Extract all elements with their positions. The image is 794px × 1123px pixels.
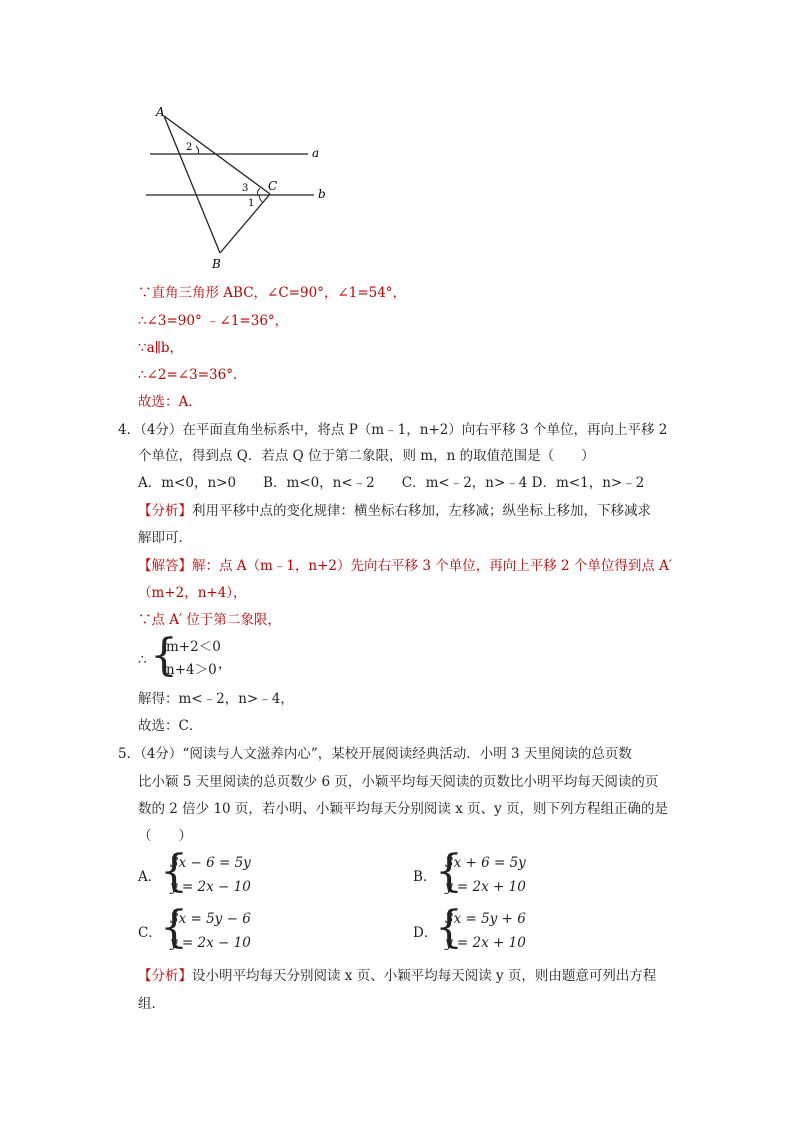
q4-options: A．m<0，n>0 B．m<0，n<﹣2 C．m<﹣2，n>﹣4 D．m<1，n>﹣2 [138, 475, 645, 491]
option-a-eq1: 3x − 6 = 5y [170, 855, 251, 871]
option-d-eq2: y = 2x + 10 [445, 935, 526, 951]
q5-analysis-line1 [138, 966, 656, 986]
inequality-1: m+2＜0 [166, 639, 221, 655]
analysis-tag: 【分析】 [138, 968, 192, 984]
q5-analysis-text: 设小明平均每天分别阅读 x 页、小颖平均每天阅读 y 页，则由题意可列出方程 [192, 968, 657, 984]
q5-stem-line1: 5．（4分）“阅读与人文滋养内心”，某校开展阅读经典活动．小明 3 天里阅读的总页数 [118, 746, 632, 762]
option-b-label: B． [413, 869, 437, 885]
q4-stem-line2: 个单位，得到点 Q．若点 Q 位于第二象限，则 m，n 的取值范围是（ ） [138, 448, 595, 464]
geometry-figure [138, 100, 328, 275]
q4-analysis-text: 利用平移中点的变化规律：横坐标右移加，左移减；纵坐标上移加，下移减求 [192, 503, 651, 519]
option-a-label: A． [138, 869, 162, 885]
analysis-tag: 【分析】 [138, 503, 192, 519]
left-brace-icon: { [160, 846, 188, 897]
sol3-line2: ∴∠3=90° ﹣∠1=36°， [138, 313, 289, 329]
option-c-eq1: 3x = 5y − 6 [170, 911, 251, 927]
option-c-label: C． [138, 925, 162, 941]
q5-option-c [138, 902, 378, 956]
therefore-symbol: ∴ [138, 652, 147, 668]
label-angle-1: 1 [248, 198, 255, 209]
label-b: b [318, 187, 326, 201]
left-brace-icon: { [435, 902, 463, 953]
option-d-eq1: 3x = 5y + 6 [445, 911, 526, 927]
label-B: B [212, 257, 221, 271]
q4-stem-line1: 4．（4分）在平面直角坐标系中，将点 P（m﹣1，n+2）向右平移 3 个单位，再向上平移 2 [118, 422, 668, 438]
option-b-eq1: 3x + 6 = 5y [445, 855, 526, 871]
option-c-eq2: y = 2x − 10 [170, 935, 251, 951]
option-b-eq2: y = 2x + 10 [445, 879, 526, 895]
label-a: a [312, 146, 320, 160]
q4-inequality-system [138, 630, 298, 684]
label-C: C [268, 179, 278, 193]
answer-tag: 【解答】 [138, 558, 192, 574]
q4-answer-text: 解：点 A（m﹣1，n+2）先向右平移 3 个单位，再向上平移 2 个单位得到点 A′ [192, 558, 672, 574]
sol3-line3: ∵a∥b， [138, 340, 184, 356]
q4-answer-line1 [138, 556, 672, 576]
q5-stem-line3: 数的 2 倍少 10 页，若小明、小颖平均每天分别阅读 x 页、y 页，则下列方程组正确的是 [138, 801, 669, 817]
option-a-eq2: y = 2x − 10 [170, 879, 251, 895]
label-angle-3: 3 [242, 183, 249, 194]
q5-stem-line2: 比小颖 5 天里阅读的总页数少 6 页，小颖平均每天阅读的页数比小明平均每天阅读的页 [138, 774, 659, 790]
q4-solve: 解得：m<﹣2，n>﹣4， [138, 691, 294, 707]
option-d-label: D． [413, 925, 438, 941]
left-brace-icon: { [435, 846, 463, 897]
sol3-choice: 故选：A． [138, 394, 202, 410]
q5-option-d [413, 902, 653, 956]
q4-answer-line3: ∵点 A′ 位于第二象限， [138, 612, 281, 628]
sol3-line1: ∵直角三角形 ABC，∠C=90°，∠1=54°， [138, 285, 407, 301]
q5-stem-line4: （ ） [138, 828, 192, 844]
left-brace-icon: { [150, 630, 178, 681]
system-comma: ， [218, 656, 232, 672]
q5-analysis-line2: 组． [138, 996, 165, 1012]
left-brace-icon: { [160, 902, 188, 953]
q5-option-b [413, 846, 653, 900]
q4-analysis-line1 [138, 501, 651, 521]
q4-choice: 故选：C． [138, 718, 203, 734]
q4-answer-line2: （m+2，n+4）， [138, 585, 247, 601]
inequality-2: n+4＞0 [166, 662, 217, 678]
q4-analysis-line2: 解即可． [138, 530, 192, 546]
label-A: A [156, 105, 165, 119]
sol3-line4: ∴∠2=∠3=36°． [138, 367, 247, 383]
q5-option-a [138, 846, 378, 900]
label-angle-2: 2 [186, 142, 193, 153]
